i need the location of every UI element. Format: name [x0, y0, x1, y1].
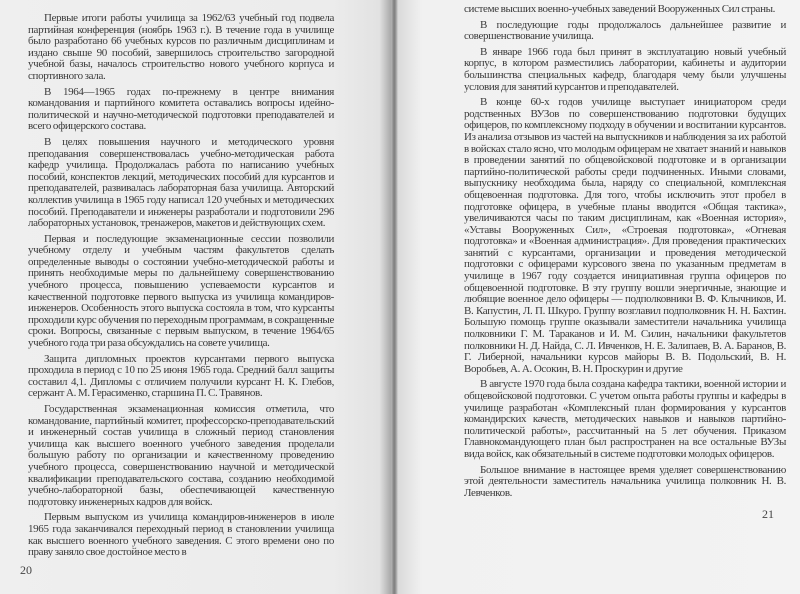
left-page — [0, 0, 391, 594]
paragraph: Первые итоги работы училища за 1962/63 учебный год подвела партийная конференция (ноябрь 1963 г.). В течение года в училище было разработано 66 учебных курсов по различным дисциплинам и издано свыше 90 пособий, завершилось строительство загородной учебной базы, началось строительство нового учебного корпуса и спортивного зала. — [28, 12, 334, 82]
paragraph: В январе 1966 года был принят в эксплуатацию новый учебный корпус, в котором разместились лаборатории, кабинеты и аудитории большинства специальных кафедр, благодаря чему были улучшены условия для занятий курсантов и преподавателей. — [464, 45, 786, 93]
page-number-left: 20 — [20, 562, 32, 577]
right-page-text — [464, 4, 786, 499]
paragraph: Первая и последующие экзаменационные сессии позволили учебному отделу и учебным частям факультетов сделать определенные выводы о состоянии учебно-методической работы и принять необходимые меры по дальнейшему совершенствованию учебного процесса, повышению успеваемости курсантов и качественной подготовке первого выпуска из училища командиров-инженеров. Особенность этого выпуска состояла в том, что курсанты проходили курс обучения по переходным программам, в сокращенные сроки. Вопросы, связанные с первым выпуском, в течение 1964/65 учебного года три раза обсуждались на совете училища. — [28, 232, 334, 350]
paragraph: В конце 60-х годов училище выступает инициатором среди родственных ВУЗов по совершенствованию подготовки будущих офицеров, по комплексному подходу в обучении и воспитании курсантов. Из анализа отзывов из частей на выпускников и наблюдения за их работой в войсках стало ясно, что молодым офицерам не хватает знаний и навыков в проведении занятий по общевойсковой подготовке и в организации партийно-политической работы среди подчиненных. Иными словами, выпускнику необходима была, наряду со специальной, комплексная общевоенная подготовка. Для того, чтобы исключить этот пробел в подготовке офицера, в учебные планы вводится «Общая тактика», увеличиваются часы по таким дисциплинам, как «Военная история», «Уставы Вооруженных Сил», «Строевая подготовка», «Огневая подготовка» и «Военная администрация». Для проведения практических занятий с курсантами, организации и проведения методической подготовки с офицерами курсового звена по указанным предметам в училище в 1967 году создается инициативная группа офицеров по общевоенной подготовке. В эту группу вошли энергичные, знающие и любящие военное дело офицеры — подполковники В. Ф. Клычников, И. В. Капустин, Л. П. Шкуро. Группу возглавил подполковник Н. Н. Бахтин. Большую помощь группе оказывали заместители начальника училища полковники Г. М. Тараканов и И. М. Силин, начальники факультетов полковники Н. Д. Найда, С. Л. Ивченков, Н. Е. Залипаев, В. А. Баранов, В. Г. Либерной, начальники курсов майоры В. В. Подольский, В. Н. Воробьев, А. А. Осокин, В. Н. Проскурин и другие — [464, 96, 786, 375]
left-page-text — [28, 13, 334, 559]
paragraph: В 1964—1965 годах по-прежнему в центре внимания командования и партийного комитета оставались вопросы идейно-политической и научно-методической подготовки преподавателей и всего офицерского состава. — [28, 85, 334, 133]
paragraph: Защита дипломных проектов курсантами первого выпуска проходила в период с 10 по 25 июня 1965 года. Средний балл защиты составил 4,1. Дипломы с отличием получили курсант Н. К. Глебов, сержант А. М. Герасименко, старшина П. С. Травянов. — [28, 352, 334, 400]
paragraph: В августе 1970 года была создана кафедра тактики, военной истории и общевойсковой подготовки. С учетом опыта работы группы и кафедры в училище разработан «Комплексный план формирования у курсантов командирских качеств, методических навыков и навыков партийно-политической работы», рассчитанный на 5 лет обучения. Приказом Главнокомандующего план был распространен на все остальные ВУЗы вида войск, как обязательный в системе подготовки молодых офицеров. — [464, 378, 786, 460]
paragraph: Первым выпуском из училища командиров-инженеров в июле 1965 года заканчивался переходный период в становлении училища как высшего военного учебного заведения. С этого времени оно по праву заняло свое достойное место в — [28, 511, 334, 559]
paragraph: В последующие годы продолжалось дальнейшее развитие и совершенствование училища. — [464, 18, 786, 43]
book-spine-gutter — [391, 0, 398, 594]
paragraph: Большое внимание в настоящее время уделяет совершенствованию этой деятельности заместитель начальника училища полковник Н. В. Левченков. — [464, 463, 786, 499]
paragraph: Государственная экзаменационная комиссия отметила, что командование, партийный комитет, профессорско-преподавательский и инженерный состав училища в сложный период становления училища как высшего военного учебного заведения проделали большую работу по организации и качественному проведению учебного процесса, совершенствованию научной и методической квалификации преподавательского состава, созданию необходимой учебно-лабораторной базы, обеспечивающей качественную подготовку инженерных кадров для войск. — [28, 403, 334, 508]
page-number-right: 21 — [762, 507, 774, 522]
continued-paragraph: системе высших военно-учебных заведений Вооруженных Сил страны. — [464, 3, 776, 15]
paragraph: В целях повышения научного и методического уровня преподавания совершенствовалась учебно-методическая работа кафедр училища. Продолжалась работа по написанию учебных пособий, конспектов лекций, методических пособий для курсантов и преподавателей, развивалась лабораторная база училища. Авторский коллектив училища в 1965 году написал 120 учебных и методических пособий. Преподаватели и инженеры разработали и подготовили 296 лабораторных установок, тренажеров, макетов и действующих схем. — [28, 135, 334, 230]
right-page — [398, 0, 800, 594]
